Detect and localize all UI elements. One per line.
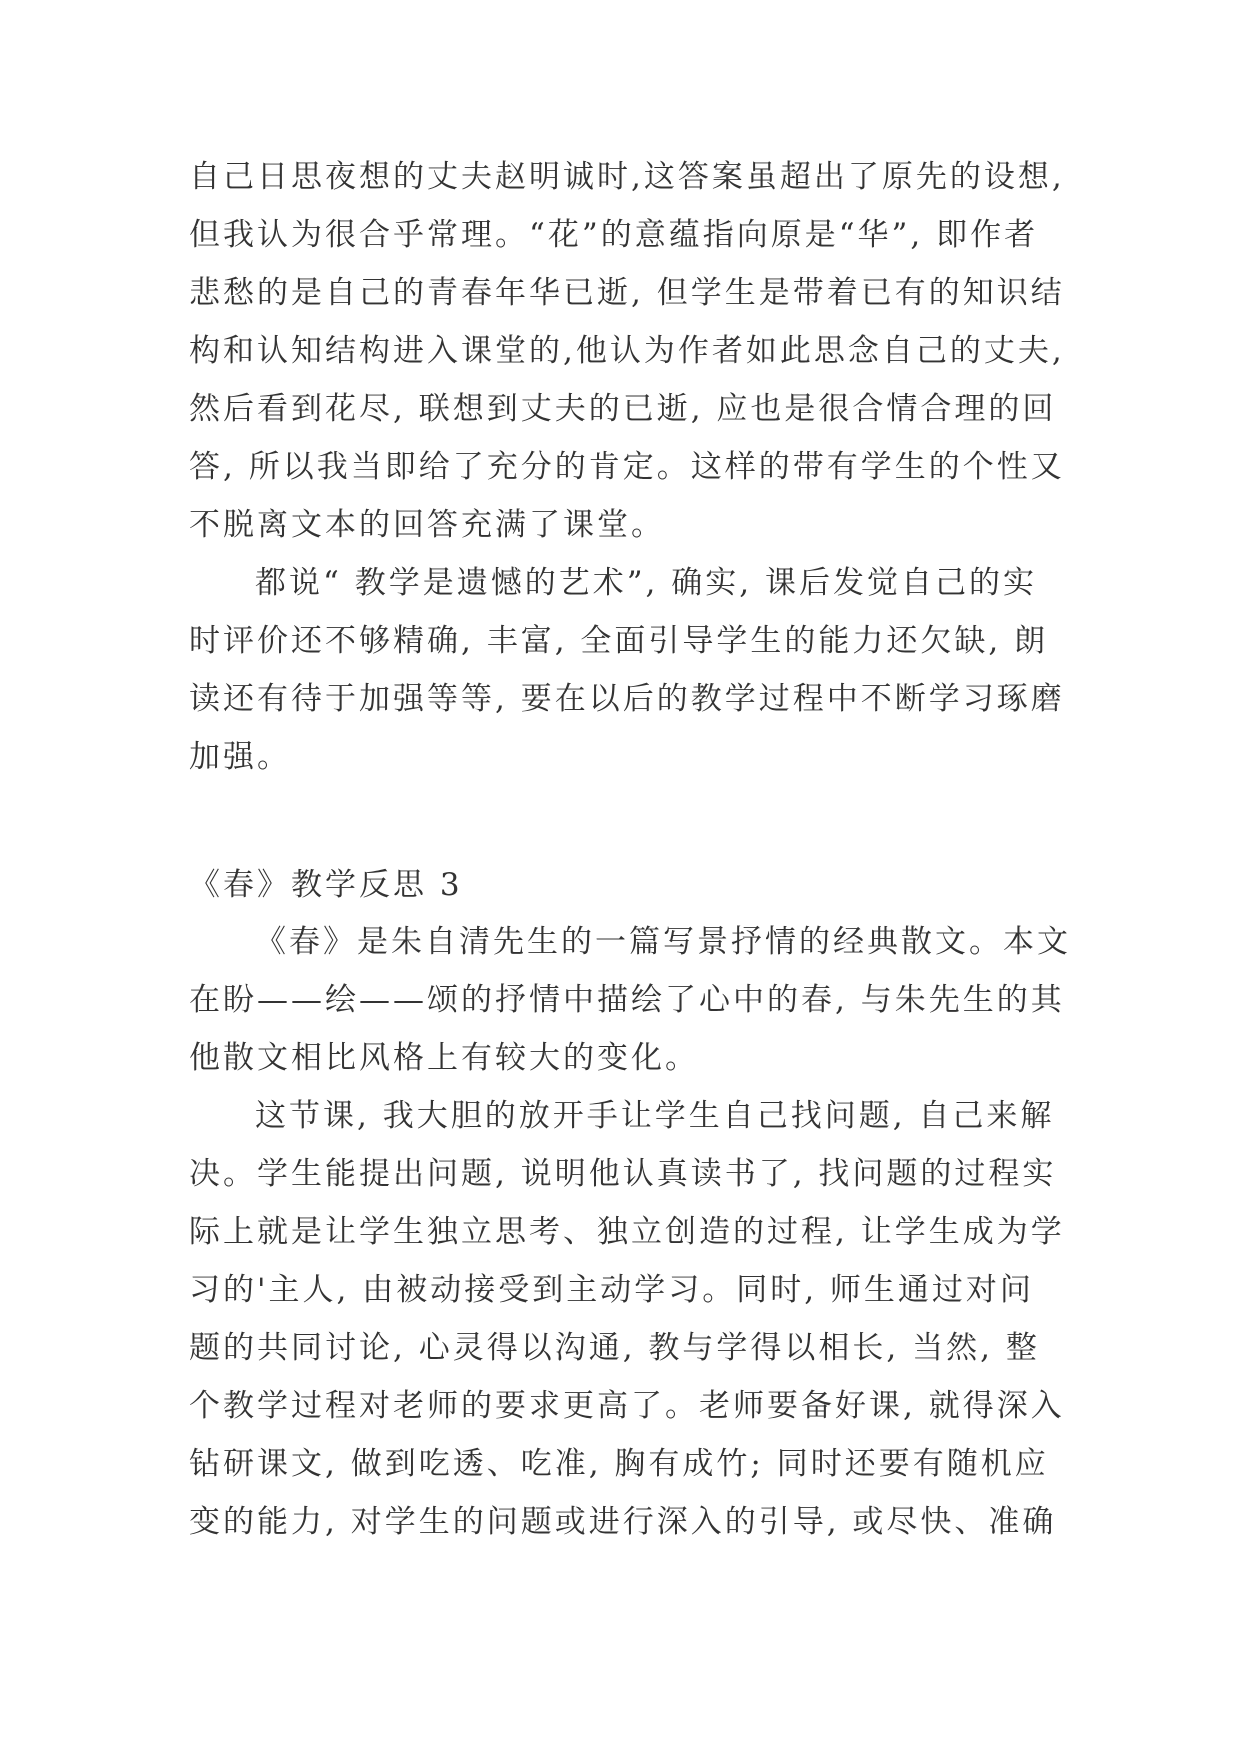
text-line: 《春》是朱自清先生的一篇写景抒情的经典散文。本文 (255, 924, 1071, 960)
text-line: 变的能力, 对学生的问题或进行深入的引导, 或尽快、准确 (189, 1504, 1057, 1540)
text-line: 答, 所以我当即给了充分的肯定。这样的带有学生的个性又 (189, 449, 1065, 485)
text-line: 都说“ 教学是遗憾的艺术”, 确实, 课后发觉自己的实 (255, 565, 1037, 601)
text-line: 际上就是让学生独立思考、独立创造的过程, 让学生成为学 (189, 1214, 1065, 1250)
text-line: 钻研课文, 做到吃透、吃准, 胸有成竹; 同时还要有随机应 (189, 1446, 1049, 1482)
text-line: 读还有待于加强等等, 要在以后的教学过程中不断学习琢磨 (189, 681, 1065, 717)
text-line: 然后看到花尽, 联想到丈夫的已逝, 应也是很合情合理的回 (189, 391, 1057, 427)
text-line: 悲愁的是自己的青春年华已逝, 但学生是带着已有的知识结 (189, 275, 1065, 311)
paragraph-block-2 (189, 913, 1069, 1551)
paragraph-block-1 (189, 148, 1069, 786)
text-line: 在盼——绘——颂的抒情中描绘了心中的春, 与朱先生的其 (189, 982, 1065, 1018)
section-title: 《春》教学反思 3 (189, 867, 463, 903)
text-line: 自己日思夜想的丈夫赵明诚时,这答案虽超出了原先的设想, (189, 159, 1065, 195)
text-line: 但我认为很合乎常理。“花”的意蕴指向原是“华”, 即作者 (189, 217, 1039, 253)
text-line: 题的共同讨论, 心灵得以沟通, 教与学得以相长, 当然, 整 (189, 1330, 1040, 1366)
section-heading (189, 856, 1069, 914)
text-line: 时评价还不够精确, 丰富, 全面引导学生的能力还欠缺, 朗 (189, 623, 1049, 659)
text-line: 决。学生能提出问题, 说明他认真读书了, 找问题的过程实 (189, 1156, 1057, 1192)
text-line: 不脱离文本的回答充满了课堂。 (189, 507, 665, 543)
text-line: 习的'主人, 由被动接受到主动学习。同时, 师生通过对问 (189, 1272, 1034, 1308)
text-line: 构和认知结构进入课堂的,他认为作者如此思念自己的丈夫, (189, 333, 1065, 369)
text-line: 加强。 (189, 739, 291, 775)
text-line: 这节课, 我大胆的放开手让学生自己找问题, 自己来解 (255, 1098, 1055, 1134)
text-line: 他散文相比风格上有较大的变化。 (189, 1040, 699, 1076)
text-line: 个教学过程对老师的要求更高了。老师要备好课, 就得深入 (189, 1388, 1065, 1424)
